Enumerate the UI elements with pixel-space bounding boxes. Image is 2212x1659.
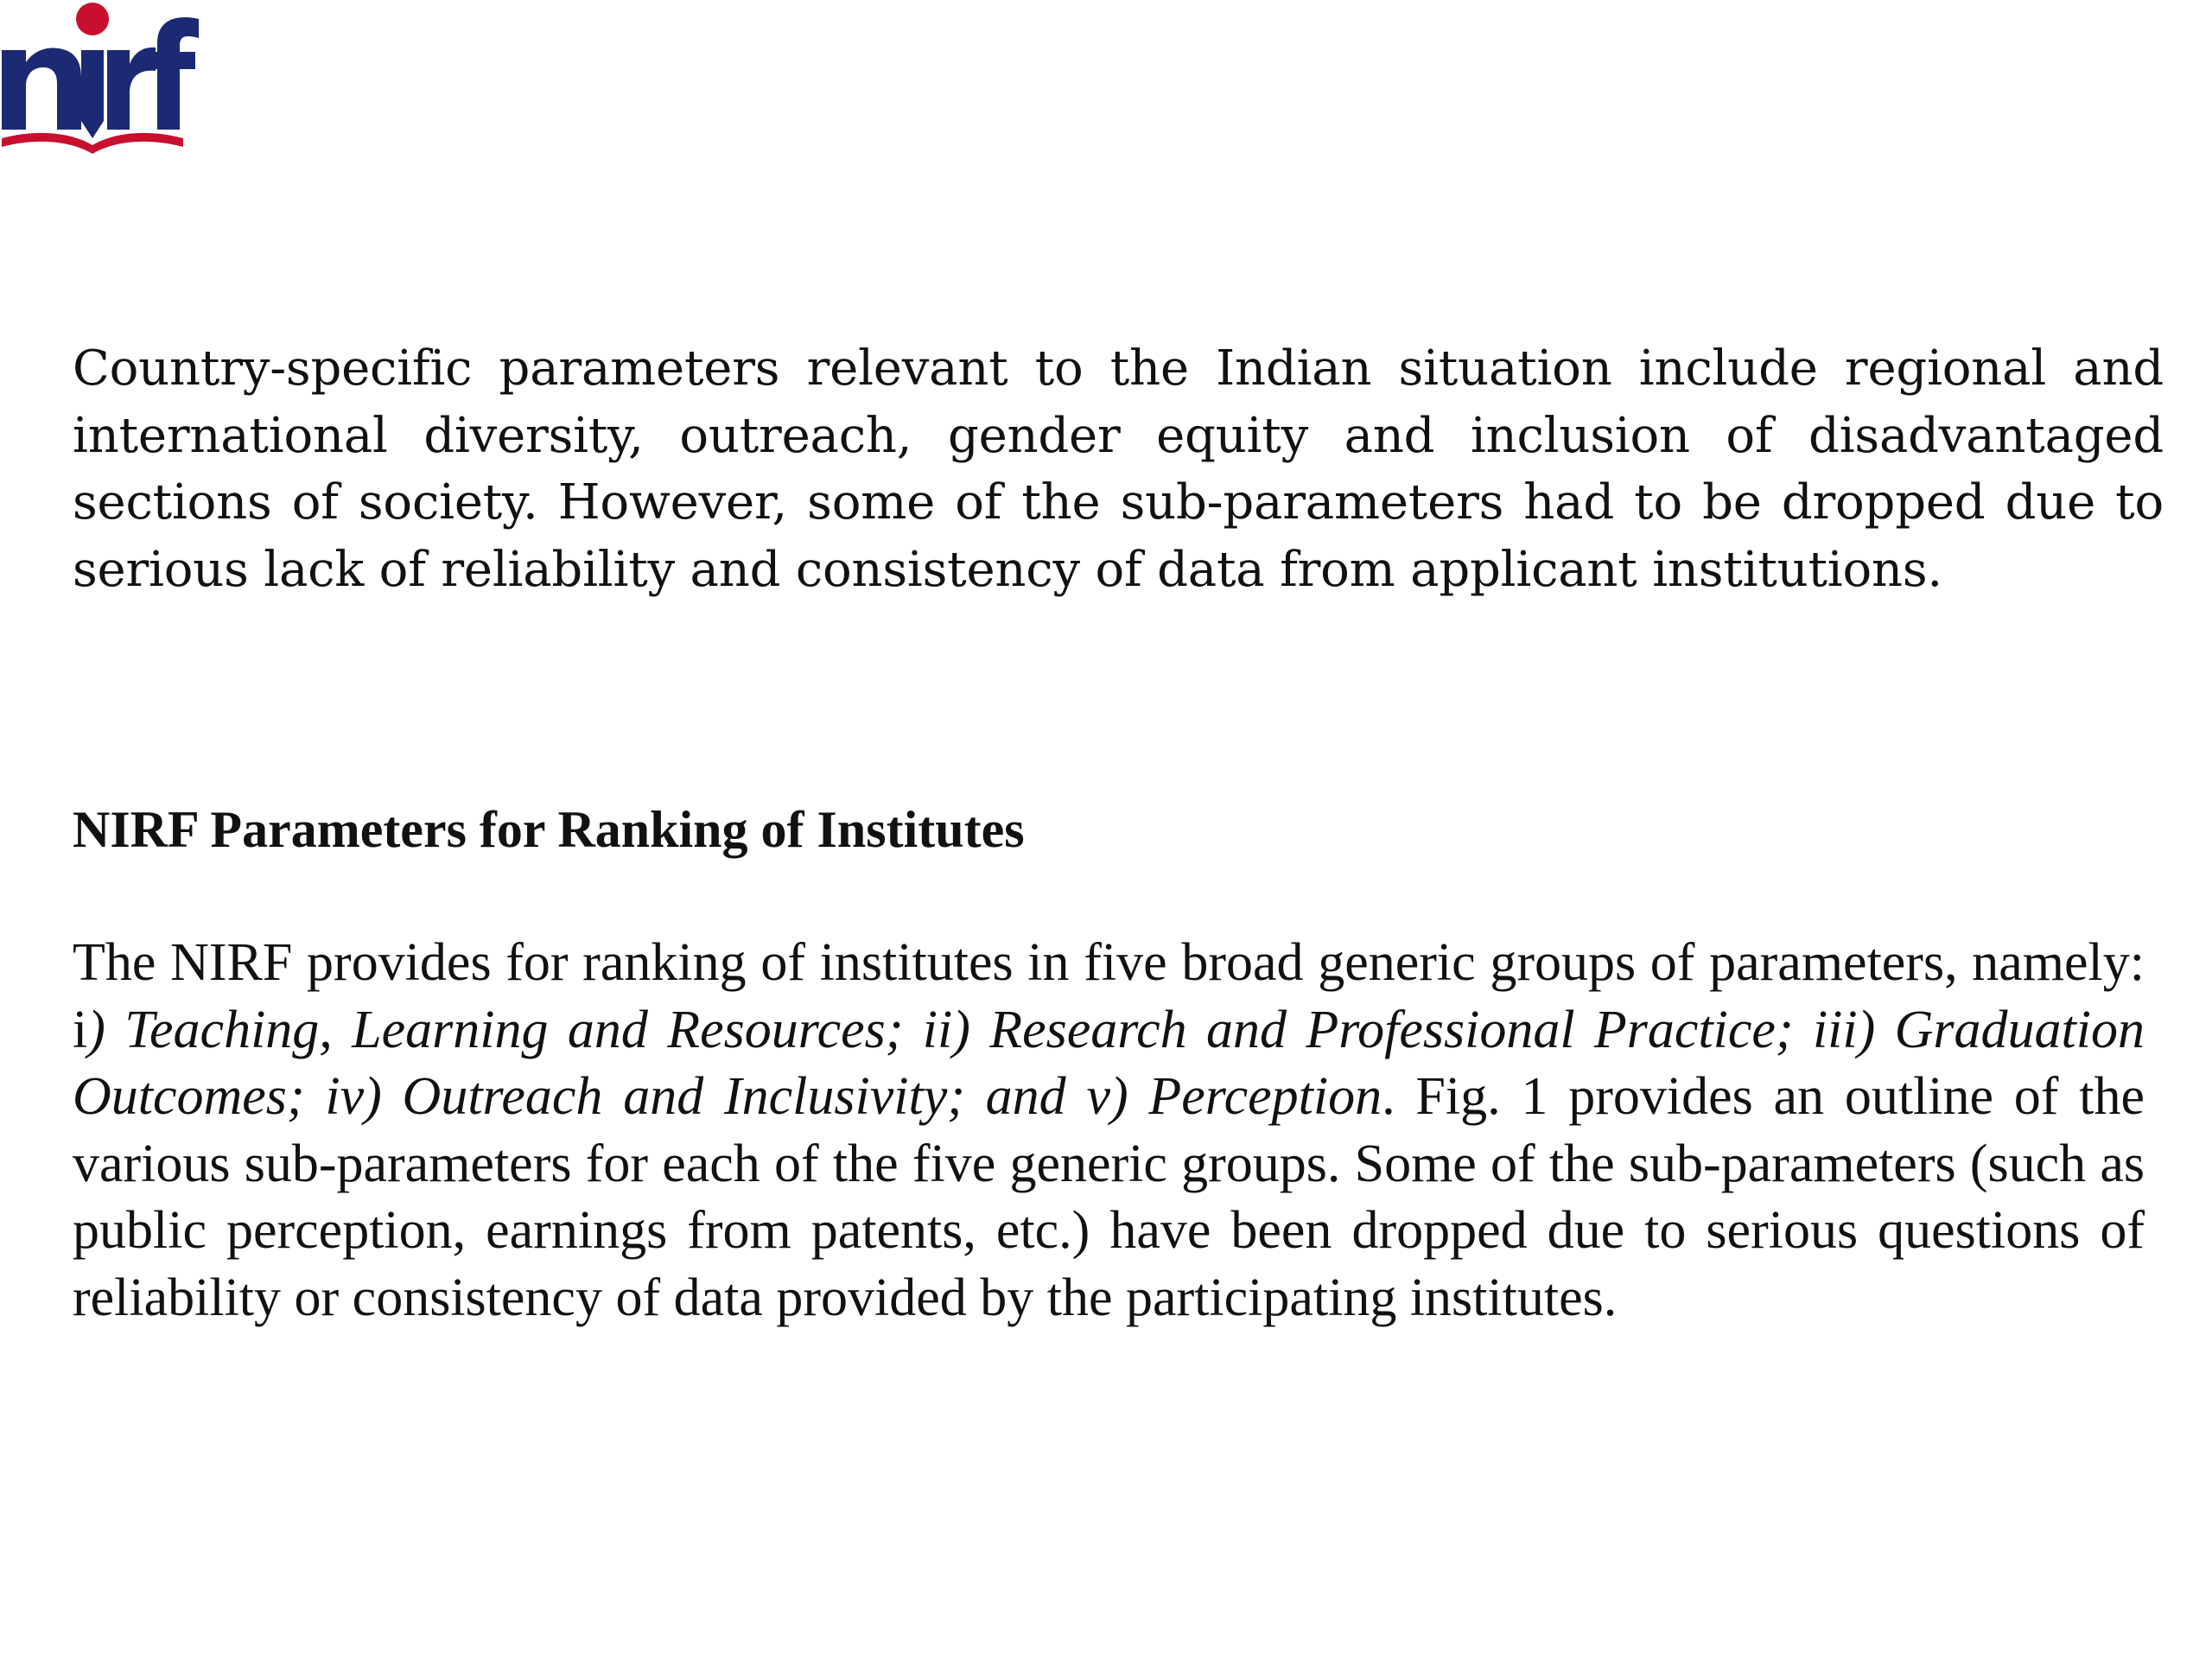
parameters-paragraph [73, 930, 2145, 1332]
parameters-list-text: ) Teaching, Learning and Resources; ii) Research and Professional Practice; iii) Graduation Outcomes; iv) Outreach and Inclusivity; and v) Perception [73, 1000, 2145, 1126]
parameters-rest-text: . Fig. 1 provides an outline of the various sub-parameters for each of the five generic groups. Some of the sub-parameters (such as public perception, earnings from patents, etc.) have been dropped due to serious questions of reliability or consistency of data provided by the participating institutes. [73, 1067, 2145, 1327]
parameters-intro-text: The NIRF provides for ranking of institutes in five broad generic groups of parameters, namely: i [73, 933, 2145, 1059]
nirf-logo [0, 0, 203, 160]
intro-paragraph: Country-specific parameters relevant to the Indian situation include regional and international diversity, outreach, gender equity and inclusion of disadvantaged sections of society. However, some of the sub-parameters had to be dropped due to serious lack of reliability and consistency of data from applicant institutions. [73, 340, 2164, 598]
section-heading: NIRF Parameters for Ranking of Institutes [73, 801, 1025, 858]
